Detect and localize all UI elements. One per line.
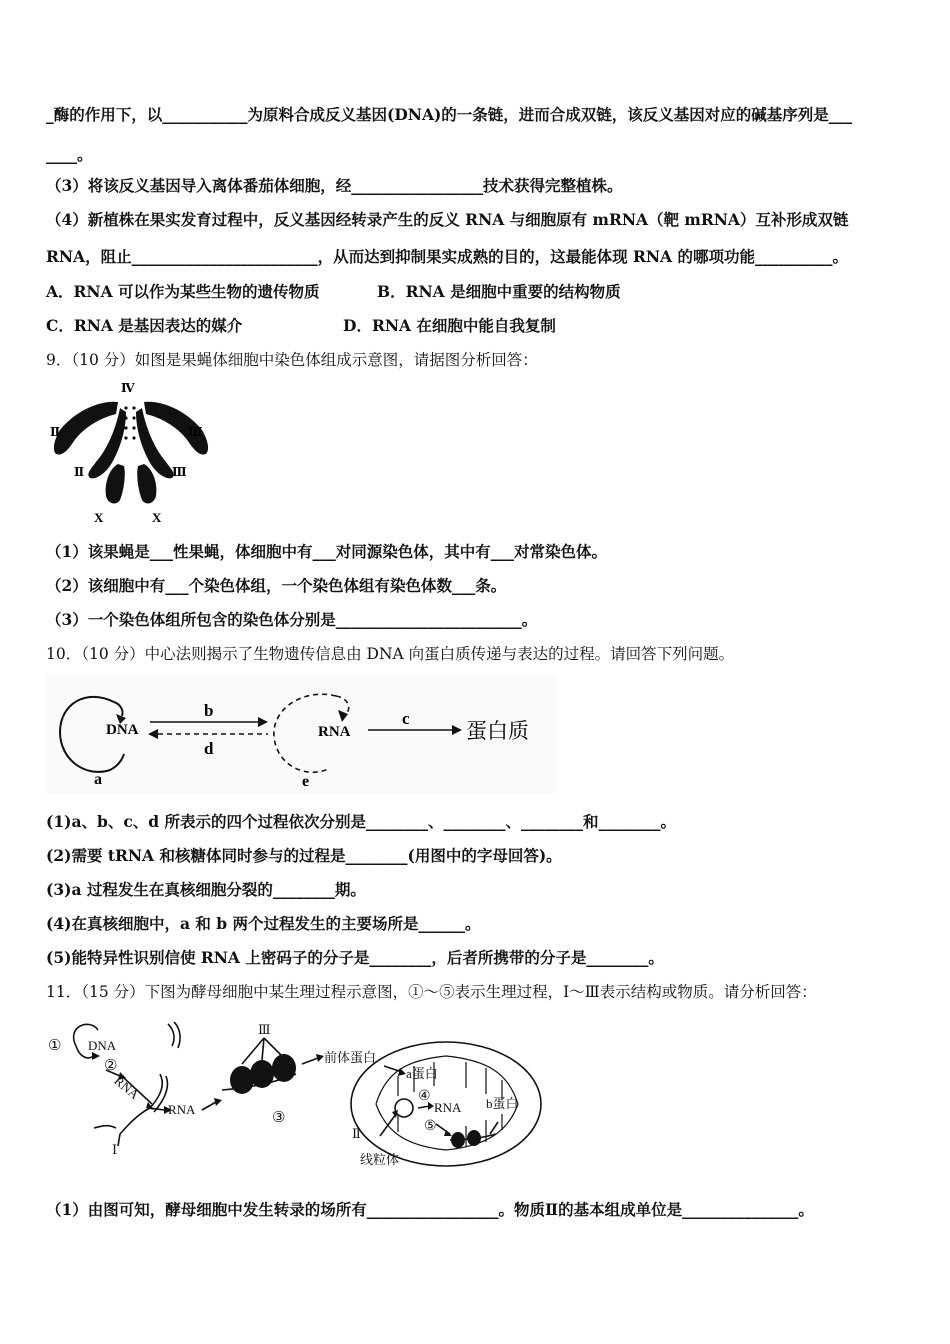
question-10: 10．（10 分）中心法则揭示了生物遗传信息由 DNA 向蛋白质传递与表达的过程。请回答下列问题。: [46, 645, 735, 663]
label-struct2: Ⅱ: [352, 1126, 361, 1141]
ribosome: [230, 1066, 254, 1094]
label-iii: Ⅲ: [188, 425, 203, 439]
text-line: _酶的作用下，以___________为原料合成反义基因(DNA)的一条链，进而合成双链，该反义基因对应的碱基序列是___: [46, 105, 853, 124]
question-11-1: （1）由图可知，酵母细胞中发生转录的场所有_________________。物质Ⅱ的基本组成单位是_______________。: [46, 1200, 814, 1219]
question-10-2: (2)需要 tRNA 和核糖体同时参与的过程是________(用图中的字母回答)。: [46, 846, 562, 865]
question-10-3: (3)a 过程发生在真核细胞分裂的________期。: [46, 880, 366, 899]
option-c: C．RNA 是基因表达的媒介: [46, 316, 243, 335]
text-line: ____。: [46, 145, 93, 164]
label-struct1: Ⅰ: [112, 1142, 118, 1157]
label-x-right: X: [152, 510, 162, 525]
option-b: B．RNA 是细胞中重要的结构物质: [377, 282, 621, 301]
label-ii: Ⅱ: [50, 425, 61, 439]
question-9: 9．（10 分）如图是果蝇体细胞中染色体组成示意图，请据图分析回答：: [46, 351, 538, 369]
option-d: D．RNA 在细胞中能自我复制: [343, 316, 556, 335]
text-line: RNA，阻止________________________，从而达到抑制果实成熟的目的，这最能体现 RNA 的哪项功能__________。: [46, 247, 848, 266]
label-mito: 线粒体: [360, 1152, 400, 1167]
ribosome: [250, 1060, 274, 1088]
text-line: （3）将该反义基因导入离体番茄体细胞，经_________________技术获得完整植株。: [46, 176, 623, 195]
label-rna-slant: RNA: [111, 1072, 143, 1103]
label-protein: 蛋白质: [466, 719, 529, 743]
question-11: 11．（15 分）下图为酵母细胞中某生理过程示意图，①～⑤表示生理过程，Ⅰ～Ⅲ表示结构或物质。请分析回答：: [46, 983, 817, 1001]
label-iii-low: Ⅲ: [172, 465, 187, 479]
label-step2: ②: [104, 1058, 118, 1074]
question-10-4: (4)在真核细胞中，a 和 b 两个过程发生的主要场所是______。: [46, 914, 481, 933]
label-b: b: [204, 701, 214, 720]
chromosome-x-left: [106, 464, 125, 503]
yeast-process-figure: [46, 1016, 546, 1171]
mito-ribosome: [451, 1132, 465, 1148]
label-step3: ③: [272, 1110, 286, 1126]
label-precursor: 前体蛋白: [324, 1050, 377, 1065]
option-a: A．RNA 可以作为某些生物的遗传物质: [46, 282, 320, 301]
ribosome: [272, 1054, 296, 1082]
label-ii-low: Ⅱ: [74, 465, 85, 479]
label-iv: Ⅳ: [121, 381, 135, 395]
label-rna-mito: RNA: [434, 1100, 462, 1115]
question-10-5: (5)能特异性识别信使 RNA 上密码子的分子是________，后者所携带的分子是________。: [46, 948, 664, 967]
label-c: c: [402, 709, 410, 728]
rna-strand: [94, 1126, 116, 1128]
label-protein-b: b蛋白: [486, 1096, 519, 1111]
question-9-1: （1）该果蝇是___性果蝇，体细胞中有___对同源染色体，其中有___对常染色体。: [46, 542, 608, 561]
label-rna-mid: RNA: [168, 1102, 196, 1117]
central-dogma-figure: [46, 674, 556, 794]
label-protein-a: a蛋白: [406, 1066, 438, 1081]
mito-ribosome: [467, 1130, 481, 1146]
label-dna: DNA: [88, 1038, 117, 1053]
label-x-left: X: [94, 510, 104, 525]
label-e: e: [302, 773, 310, 790]
label-step5: ⑤: [424, 1119, 437, 1134]
label-step4: ④: [418, 1089, 431, 1104]
label-d: d: [204, 739, 214, 758]
label-struct3: Ⅲ: [258, 1022, 271, 1037]
label-dna: DNA: [106, 722, 139, 738]
text-line: （4）新植株在果实发育过程中，反义基因经转录产生的反义 RNA 与细胞原有 mRNA（靶 mRNA）互补形成双链: [46, 210, 849, 229]
label-step1: ①: [48, 1038, 62, 1054]
question-9-3: （3）一个染色体组所包含的染色体分别是________________________。: [46, 610, 538, 629]
label-rna: RNA: [318, 724, 351, 740]
label-a: a: [94, 771, 102, 788]
question-10-1: (1)a、b、c、d 所表示的四个过程依次分别是________、________、________和________。: [46, 812, 677, 831]
mito-dna: [395, 1099, 413, 1117]
chromosome-figure: [46, 378, 216, 526]
question-9-2: （2）该细胞中有___个染色体组，一个染色体组有染色体数___条。: [46, 576, 507, 595]
chromosome-x-right: [137, 464, 156, 503]
